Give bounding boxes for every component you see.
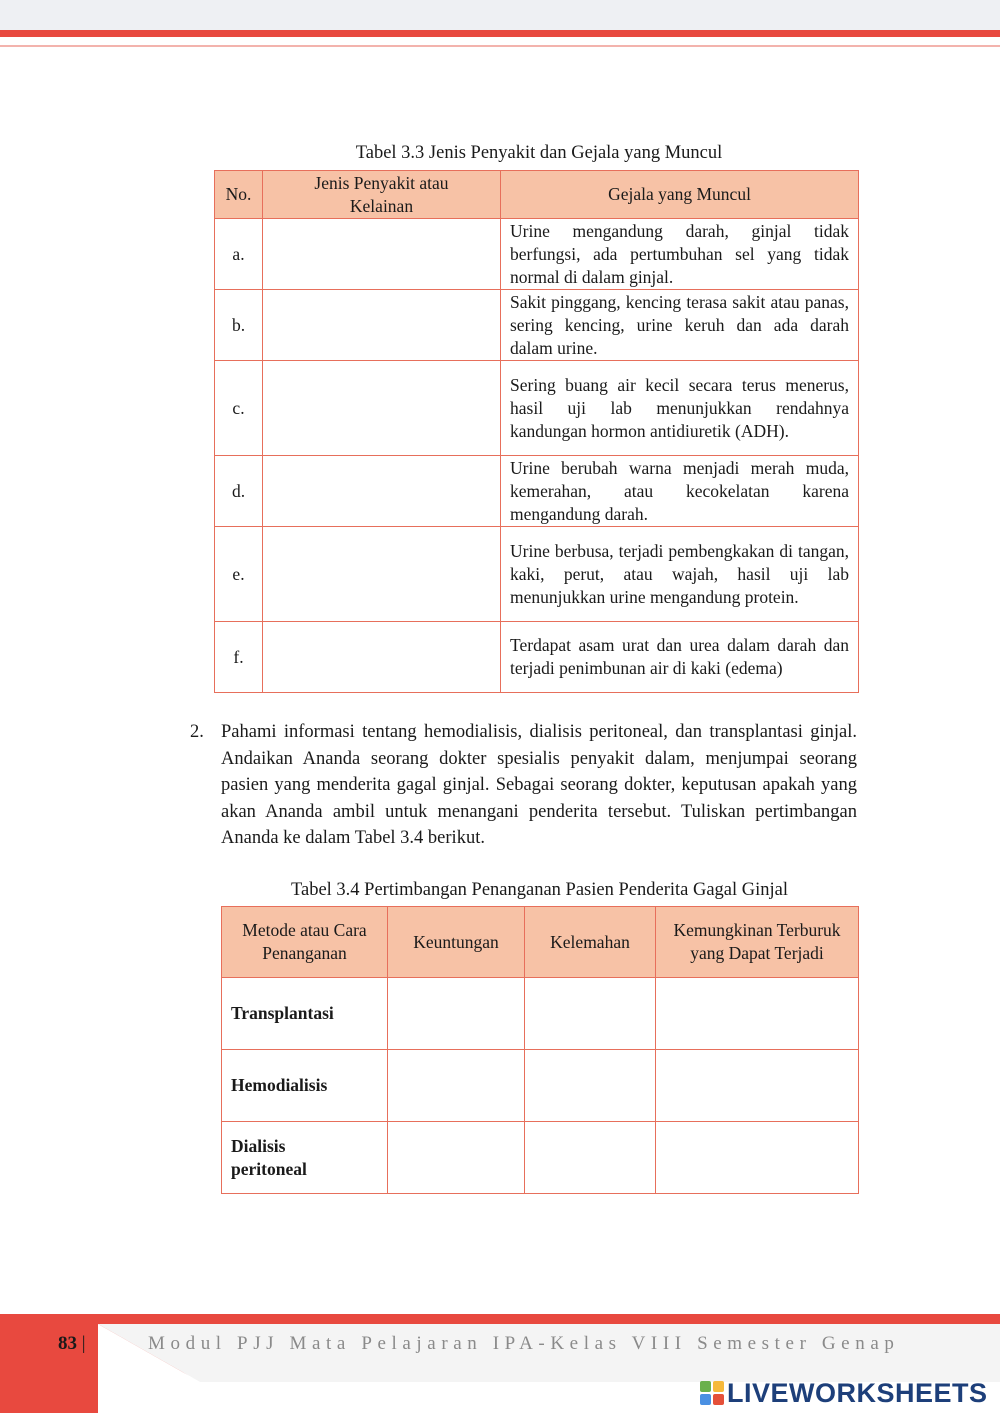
header-band [0, 0, 1000, 31]
header-thin-stripe [0, 45, 1000, 47]
advantages-answer-cell[interactable] [388, 978, 525, 1050]
weaknesses-answer-cell[interactable] [525, 978, 656, 1050]
liveworksheets-logo [700, 1376, 988, 1410]
table-row [215, 527, 859, 622]
module-title: Modul PJJ Mata Pelajaran IPA-Kelas VIII Semester Genap [148, 1333, 900, 1354]
method-cell: Dialisis peritoneal [222, 1122, 388, 1194]
row-number: b. [215, 290, 263, 361]
table-row [222, 1122, 859, 1194]
liveworksheets-brand: LIVEWORKSHEETS [727, 1377, 988, 1408]
table34-caption: Tabel 3.4 Pertimbangan Penanganan Pasien Penderita Gagal Ginjal [290, 880, 789, 900]
row-number: e. [215, 527, 263, 622]
advantages-answer-cell[interactable] [388, 1122, 525, 1194]
page-separator: | [81, 1333, 86, 1354]
header-red-stripe [0, 30, 1000, 37]
row-number: d. [215, 456, 263, 527]
disease-symptom-table [214, 170, 859, 693]
method-cell: Transplantasi [222, 978, 388, 1050]
symptoms-cell: Urine berubah warna menjadi merah muda, kemerahan, atau kecokelatan karena mengandung darah. [501, 456, 859, 527]
row-number: c. [215, 361, 263, 456]
header-worst-case: Kemungkinan Terburuk yang Dapat Terjadi [656, 907, 859, 978]
treatment-consideration-table [221, 906, 859, 1194]
table-row [215, 456, 859, 527]
header-weaknesses: Kelemahan [525, 907, 656, 978]
header-symptoms: Gejala yang Muncul [501, 171, 859, 219]
disease-answer-cell[interactable] [263, 456, 501, 527]
instruction-text: Pahami informasi tentang hemodialisis, dialisis peritoneal, dan transplantasi ginjal. Andaikan Ananda seorang dokter spesialis penyakit dalam, menjumpai seorang pasien yang menderita gagal ginjal. Sebagai seorang dokter, keputusan apakah yang akan Ananda ambil untuk menangani penderita tersebut. Tuliskan pertimbangan Ananda ke dalam Tabel 3.4 berikut. [221, 722, 857, 848]
disease-answer-cell[interactable] [263, 527, 501, 622]
disease-answer-cell[interactable] [263, 622, 501, 693]
table33-caption: Tabel 3.3 Jenis Penyakit dan Gejala yang Muncul [355, 143, 723, 163]
liveworksheets-logo-icon [700, 1381, 724, 1405]
row-number: a. [215, 219, 263, 290]
table-row [222, 1050, 859, 1122]
table-row [215, 290, 859, 361]
page-number [58, 1333, 86, 1355]
symptoms-cell: Urine mengandung darah, ginjal tidak berfungsi, ada pertumbuhan sel yang tidak normal di dalam ginjal. [501, 219, 859, 290]
table-row [222, 978, 859, 1050]
page-number-value: 83 [58, 1333, 77, 1354]
symptoms-cell: Terdapat asam urat dan urea dalam darah dan terjadi penimbunan air di kaki (edema) [501, 622, 859, 693]
table-row [215, 622, 859, 693]
symptoms-cell: Sakit pinggang, kencing terasa sakit atau panas, sering kencing, urine keruh dan ada darah dalam urine. [501, 290, 859, 361]
instruction-number: 2. [190, 722, 204, 742]
symptoms-cell: Sering buang air kecil secara terus menerus, hasil uji lab menunjukkan rendahnya kandungan hormon antidiuretik (ADH). [501, 361, 859, 456]
worst-case-answer-cell[interactable] [656, 1050, 859, 1122]
weaknesses-answer-cell[interactable] [525, 1122, 656, 1194]
disease-answer-cell[interactable] [263, 219, 501, 290]
disease-answer-cell[interactable] [263, 361, 501, 456]
method-cell: Hemodialisis [222, 1050, 388, 1122]
worst-case-answer-cell[interactable] [656, 978, 859, 1050]
worst-case-answer-cell[interactable] [656, 1122, 859, 1194]
table-row [215, 361, 859, 456]
table34-header-row [222, 907, 859, 978]
table-row [215, 219, 859, 290]
header-method: Metode atau Cara Penanganan [222, 907, 388, 978]
symptoms-cell: Urine berbusa, terjadi pembengkakan di tangan, kaki, perut, atau wajah, hasil uji lab menunjukkan urine mengandung protein. [501, 527, 859, 622]
table33-header-row [215, 171, 859, 219]
weaknesses-answer-cell[interactable] [525, 1050, 656, 1122]
header-advantages: Keuntungan [388, 907, 525, 978]
header-no: No. [215, 171, 263, 219]
advantages-answer-cell[interactable] [388, 1050, 525, 1122]
row-number: f. [215, 622, 263, 693]
header-disease: Jenis Penyakit atau Kelainan [263, 171, 501, 219]
disease-answer-cell[interactable] [263, 290, 501, 361]
